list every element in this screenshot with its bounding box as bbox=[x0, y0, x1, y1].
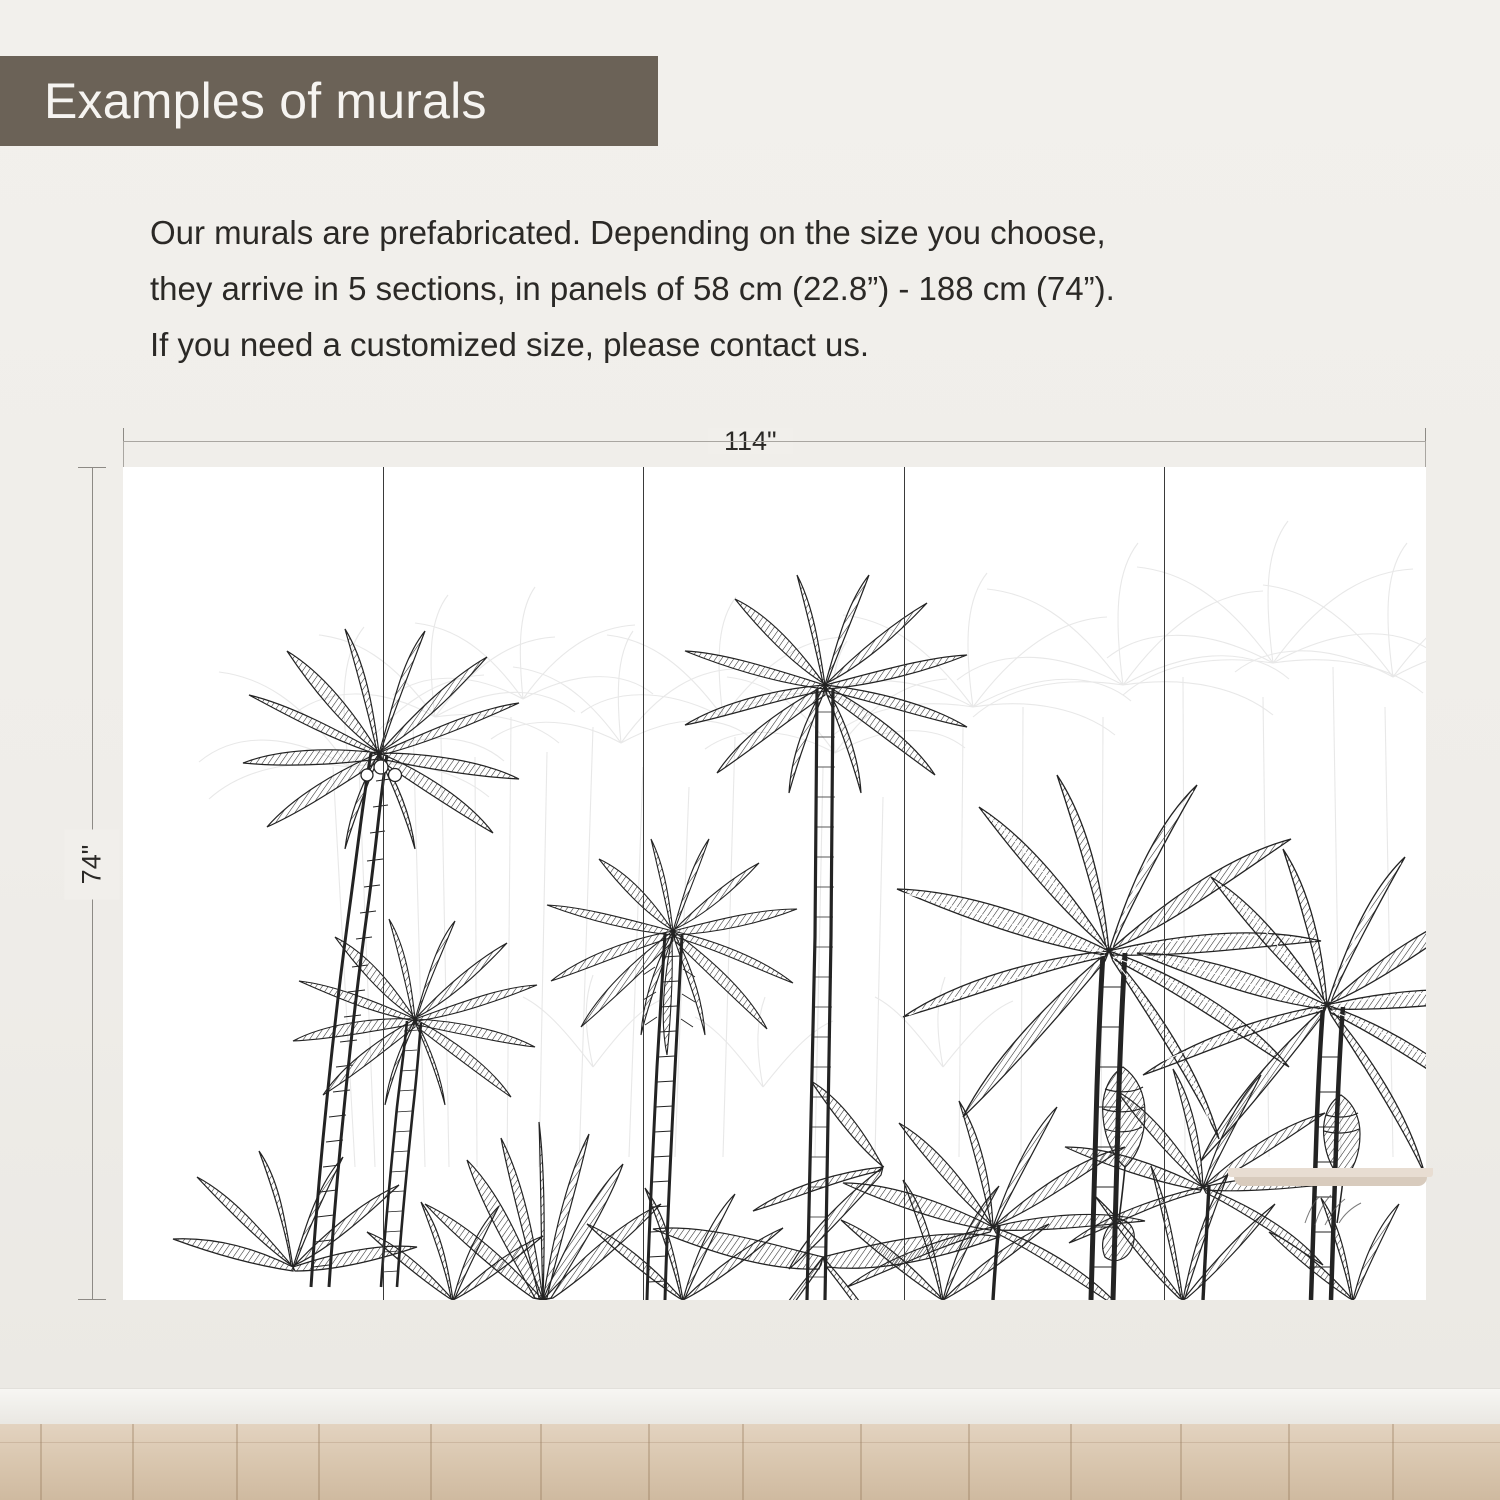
baseboard bbox=[0, 1388, 1500, 1425]
height-tick-top bbox=[78, 467, 106, 468]
page-title: Examples of murals bbox=[44, 73, 487, 129]
description-line-3: If you need a customized size, please contact us. bbox=[150, 326, 870, 363]
mural-diagram bbox=[78, 420, 1426, 1320]
description-line-2: they arrive in 5 sections, in panels of 58 cm (22.8”) - 188 cm (74”). bbox=[150, 270, 1115, 307]
panel-separator-1 bbox=[383, 467, 384, 1300]
wood-floor bbox=[0, 1424, 1500, 1500]
shelf-top-surface bbox=[1228, 1168, 1433, 1177]
height-tick-bottom bbox=[78, 1299, 106, 1300]
panel-separator-4 bbox=[1164, 467, 1165, 1300]
header-band bbox=[0, 56, 658, 146]
description-text bbox=[150, 205, 1380, 373]
panel-separator-3 bbox=[904, 467, 905, 1300]
height-dimension-label: 74" bbox=[65, 830, 120, 900]
height-dimension bbox=[78, 467, 106, 1300]
width-dimension-label: 114" bbox=[708, 428, 793, 454]
panel-separator-2 bbox=[643, 467, 644, 1300]
description-line-1: Our murals are prefabricated. Depending on the size you choose, bbox=[150, 214, 1106, 251]
shelf-front-edge bbox=[1234, 1177, 1427, 1186]
wall-shelf bbox=[1228, 1168, 1433, 1190]
